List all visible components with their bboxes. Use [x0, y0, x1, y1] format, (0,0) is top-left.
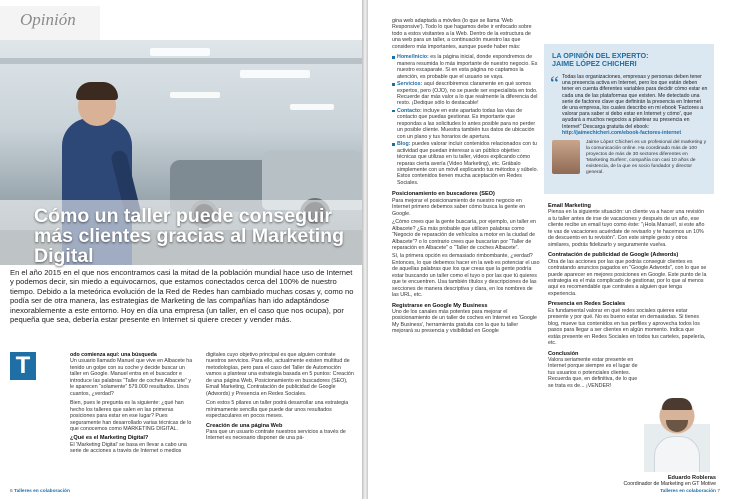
ceiling-light	[240, 70, 310, 78]
left-column-2	[206, 352, 354, 442]
list-item	[392, 54, 540, 80]
folio-brand: Talleres en colaboración	[14, 489, 70, 494]
body-text: Para que un usuario contrate nuestros servicios a través de Internet es necesario disponer de una pá-	[206, 428, 346, 442]
body-text: Uno de los canales más potentes para mejorar el posicionamiento de un taller de coches en Internet es 'Google My Business', herramienta gratuita con la que tu taller mejorará su presencia y visibilidad en Google	[392, 309, 538, 335]
list-text: aquí describiremos claramente en qué somos expertos, pero (OJO), no se puede ser especialista en todo. Recuerde dar más valor a lo que realmente la diferencia del resto. ¡Dedique sólo lo destacable!	[397, 81, 538, 107]
author-name: Eduardo Robleras	[667, 475, 716, 481]
leadin-text: odo comienza aquí: una búsqueda	[70, 352, 157, 358]
body-text: gina web adaptada a móviles (lo que se llama 'Web Responsive'). Todo lo que hagamos debe ir enfocado sobre todo a estos visitantes a la Web. Dentro de la estructura de una web para un taller, a continuación muestro las que considero más importantes, aunque puede haber más:	[392, 18, 532, 50]
list-text: es la página inicial, donde expondremos de manera resumida lo más importante de nuestro negocio. Es nuestro escaparate. Si en esta página no captamos la atención, es probable que el usuario se vaya.	[397, 54, 538, 80]
subheading: Conclusión	[548, 350, 579, 357]
body-text: El 'Marketing Digital' se basa en llevar a cabo una serie de acciones a través de Internet o medios	[70, 441, 187, 455]
headline: Cómo un taller puede conseguir más clientes gracias al Marketing Digital	[34, 205, 344, 267]
body-text: Sí, la primera opción es demasiado rimbombante, ¿verdad? Entonces, lo que debemos hacer en la web es potenciar el uso de aquellas palabras que los que creas que la gente podría estar buscando un taller como el tuyo o por las que tú quieres que te encuentren. Usa también títulos y descripciones de las secciones de manera descriptiva y clara, en los nombres de las URL, etc.	[392, 253, 540, 299]
body-text: Con estos 5 pilares un taller podrá desarrollar una estrategia mínimamente sencilla que puede dar unos resultados espectaculares en pocos meses.	[206, 400, 349, 420]
web-structure-list	[392, 54, 540, 186]
subheading: Email Marketing	[548, 203, 591, 209]
list-term: Servicios:	[397, 81, 423, 88]
lede-paragraph: En el año 2015 en el que nos encontramos casi la mitad de la población mundial hace uso de Internet y podemos decir, sin miedo a equivocarnos, que estamos conectados cerca del 100% de nuestro tiempo. Debido a la meteórica evolución de la Red de Redes han cambiado muchas cosas y, como no podía ser de otra manera, las estrategias de Marketing de las compañías han ido adaptándose inexorablemente a este entorno. Hoy en día una empresa (un taller, en el caso que nos ocupa), por pequeña que sea, debería estar presente en Internet si quiere crecer y vender más.	[10, 268, 354, 325]
expert-quote: Todas las organizaciones, empresas y personas deben tener una presencia activa en Internet, pero los que están deben tener en cuenta diferentes variables para decidir cómo estar en cada una de las plataformas que existen. Me detectado una serie de factores clave que definirán la presencia en Internet de una empresa, los cuales describo en mi ebook 'Factores a valorar para saber si debo estar en Internet y cómo', que ayudará a muchos negocios a plantear su presencia en Internet" Descarga gratuita del ebook:	[562, 74, 708, 130]
ebook-link[interactable]: http://jaimechicheri.com/ebook-factores-internet	[562, 130, 682, 136]
folio-right	[660, 489, 720, 494]
ceiling-light	[170, 92, 220, 98]
ceiling-beam	[0, 58, 362, 64]
left-page	[0, 0, 362, 499]
expert-bio: Jaime López Chicheri es un profesional del marketing y la comunicación online. Ha coordinado más de 100 proyectos de más de 30 sectores diferentes en 'Marketing Surfers', compañía con casi 10 años de existencia, de la que es socio fundador y director general.	[586, 140, 707, 175]
author-hair	[662, 398, 692, 410]
body-text: Es fundamental valorar en qué redes sociales quieres estar presente y por qué. No es bueno estar en demasiadas. Si tienes blog, mueve tus contenidos en tus perfiles y aprovecha todos los pasos para llegar a ser clientes en algún momento. Indica que estás presente en Redes Sociales en todos tus carteles, papelería, etc.	[548, 307, 706, 347]
body-text: ¿Cómo crees que la gente buscaría, por ejemplo, un taller en Albacete? ¿Es más probable que utilicen palabras como “Negocio de reparación de vehículos a motor en la ciudad de Albacete”? o lo contrario crees que buscarían por “Taller de reparación en Albacete” o “Taller de coches Albacete”.	[392, 219, 536, 251]
list-term: Blog:	[397, 141, 411, 148]
subheading: Presencia en Redes Sociales	[548, 301, 626, 308]
list-term: Home/Inicio:	[397, 54, 429, 61]
list-term: Contacto:	[397, 107, 422, 114]
body-text: Bien, pues le pregunta es la siguiente: ¿qué han hecho los talleres que salen en las primeras posiciones para estar en ese lugar? Pues seguramente han desarrollado varias técnicas de lo que conocemos como MARKETING DIGITAL.	[70, 400, 192, 432]
ceiling-light	[150, 48, 210, 56]
list-item	[392, 108, 540, 140]
folio-left	[10, 489, 70, 494]
list-text: puedes valorar incluir contenidos relacionados con tu actividad que puedan interesar a un público objetivo: técnicas que utilizas en tu taller, vídeos explicando cómo reparas cierta avería (Video Marketing), etc. Grábalo simplemente con un móvil explicando tus métodos y súbelo. Estos contenidos tienen mucha aceptación en Redes Sociales.	[397, 141, 539, 186]
body-text: Otra de las acciones por las que podrás conseguir clientes es contratando anuncios pagados en "Google Adwords", con lo que se puede aparecer en mejores posiciones en Google. Este punto de la estrategia es el más complicado de gestionar, por lo que al menos aquí es recomendable que contrates a alguien que tenga experiencia.	[548, 258, 707, 297]
right-column-1	[392, 18, 540, 335]
folio-brand: Talleres en colaboración	[660, 489, 716, 494]
headline-band	[0, 200, 362, 266]
drop-cap: T	[10, 352, 36, 380]
page-number: 6	[10, 489, 13, 494]
list-item	[392, 81, 540, 107]
right-column-2	[548, 200, 708, 389]
intro-paragraph	[70, 352, 196, 397]
expert-opinion-box	[544, 44, 714, 194]
author-role: Coordinador de Marketing en GT Motive	[623, 481, 716, 488]
subheading: Posicionamiento en buscadores (SEO)	[392, 191, 495, 198]
expert-box-title	[552, 52, 649, 69]
subheading: Registrarse en Google My Business	[392, 302, 488, 309]
body-text: Piensa en la siguiente situación: un cliente va a hacer una revisión a tu taller antes de irse de vacaciones y después de un año, ese cliente recibe un email tuyo como éste: "¡Hola Manuel!, si este año te vas de vacaciones acuérdate de revisarlo y te hacemos un 10% de descuento en tu revisión". Con este simple gesto y otros similares, podrás fidelizarlo y seguramente vuelva.	[548, 209, 705, 248]
author-shirt	[654, 436, 700, 472]
subheading: Creación de una página Web	[206, 422, 283, 429]
expert-portrait	[552, 140, 580, 174]
author-beard	[666, 420, 688, 432]
right-page	[368, 0, 730, 499]
author-signature	[616, 475, 716, 488]
body-text: Un usuario llamado Manuel que vive en Albacete ha tenido un golpe con su coche y decide buscar un taller en Google. Manuel entra en el buscador e introduce las palabras “Taller de coches Albacete” y le aparecen “solamente” 579.000 resultados. Unos cuantos, ¿verdad?	[70, 358, 193, 397]
section-label: Opinión	[20, 10, 76, 29]
expert-box-title-line2: JAIME LÓPEZ CHICHERI	[552, 59, 637, 69]
subheading: Contratación de publicidad de Google (Adwords)	[548, 252, 679, 259]
expert-box-title-line1: LA OPINIÓN DEL EXPERTO:	[552, 51, 649, 60]
ceiling-light	[290, 104, 334, 110]
author-portrait	[644, 392, 710, 472]
mechanic-hair	[76, 82, 118, 100]
list-text: incluye en este apartado todas las vías de contacto que puedas gestionar. Es importante que respondas a las solicitudes lo antes posible para no perder un posible cliente. Muestra también tus datos de ubicación con un plano y tus horarios de apertura.	[397, 107, 536, 140]
page-number: 7	[717, 489, 720, 494]
left-column-1	[70, 352, 196, 455]
body-text: digitales cuyo objetivo principal es que alguien contrate nuestros servicios. Para ello, actualmente existen multitud de metodologías, pero para el caso del Taller de Automoción vamos a plantear una estrategia basada en 5 puntos: Creación de una página Web, Posicionamiento en buscadores (SEO), Email Marketing, Contratación de publicidad de Google (Adwords) y Presencia en Redes Sociales.	[206, 352, 354, 397]
body-text: Para mejorar el posicionamiento de nuestro negocio en Internet primero debemos saber cómo busca la gente en Google.	[392, 197, 526, 217]
body-text: Valora seriamente estar presente en Internet porque siempre es el lugar de tus usuarios o potenciales clientes. Recuerda que, en definitiva, de lo que se trata es de... ¡VENDER!	[548, 356, 638, 389]
quote-icon: “	[550, 73, 559, 95]
list-item	[392, 141, 540, 186]
subheading: ¿Qué es el Marketing Digital?	[70, 435, 149, 442]
